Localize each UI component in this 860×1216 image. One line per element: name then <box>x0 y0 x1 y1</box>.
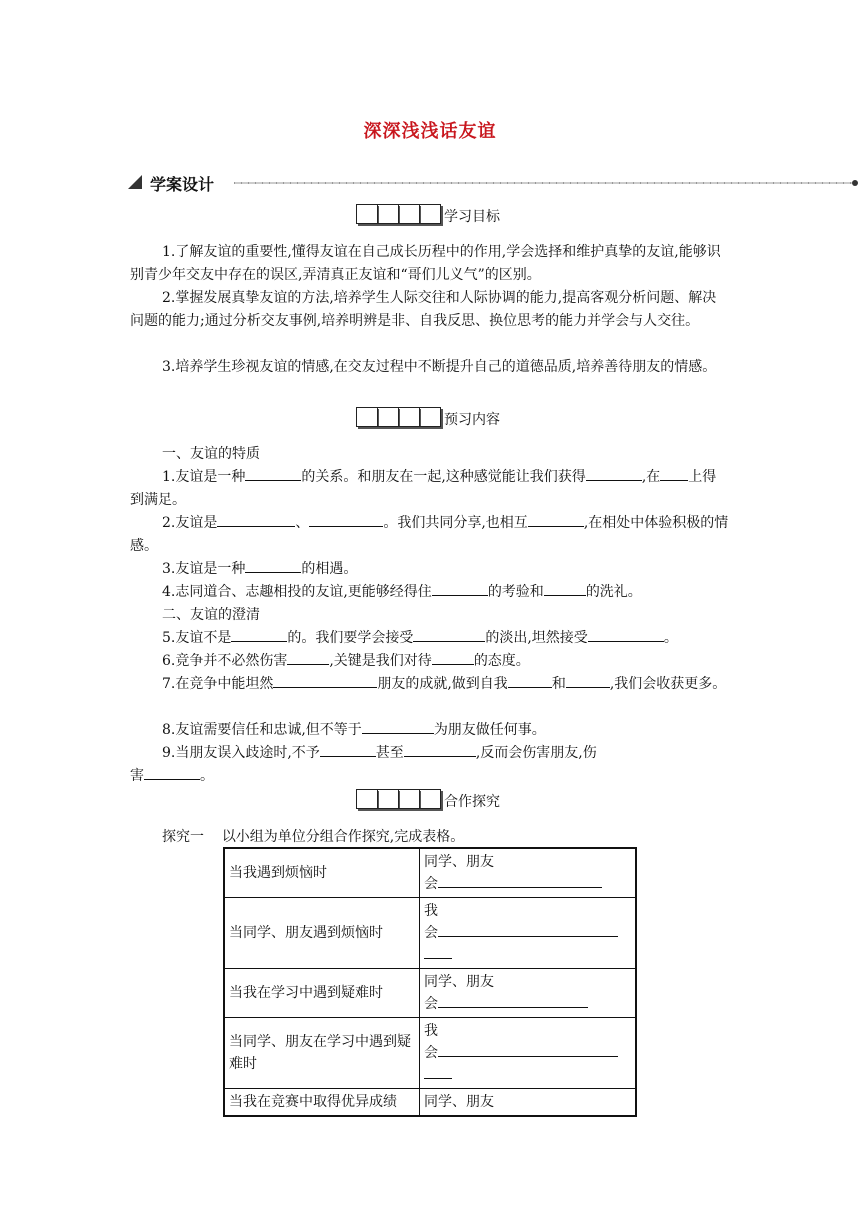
question-2: 2.友谊是 、 。我们共同分享,也相互 ,在相处中体验积极的情感。 <box>130 512 730 558</box>
box-decoration <box>356 407 441 427</box>
table-cell: 同学、朋友 会 <box>420 848 637 898</box>
table-cell: 同学、朋友 <box>420 1089 637 1117</box>
section-header <box>128 173 860 193</box>
question-4: 4.志同道合、志趣相投的友谊,更能够经得住 的考验和 的洗礼。 <box>130 581 730 604</box>
box-decoration <box>356 789 441 809</box>
explore-intro: 探究一 以小组为单位分组合作探究,完成表格。 <box>162 829 465 845</box>
subheading-preview: 预习内容 <box>0 407 860 431</box>
section-label: 学案设计 <box>150 175 215 194</box>
page-title: 深深浅浅话友谊 <box>363 121 497 142</box>
question-1: 1.友谊是一种 的关系。和朋友在一起,这种感觉能让我们获得 ,在 上得到满足。 <box>130 466 730 512</box>
table-cell: 我 会 <box>420 898 637 969</box>
part-heading: 二、友谊的澄清 <box>162 607 260 623</box>
table-row <box>224 969 636 1018</box>
table-row <box>224 1018 636 1089</box>
goal-item: 3.培养学生珍视友谊的情感,在交友过程中不断提升自己的道德品质,培养善待朋友的情感。 <box>162 359 717 375</box>
table-cell: 当同学、朋友在学习中遇到疑难时 <box>224 1018 420 1089</box>
question-8: 8.友谊需要信任和忠诚,但不等于 为朋友做任何事。 <box>130 719 730 742</box>
table-cell: 我 会 <box>420 1018 637 1089</box>
table-cell: 当我遇到烦恼时 <box>224 848 420 898</box>
subheading-explore: 合作探究 <box>0 789 860 813</box>
question-5: 5.友谊不是 的。我们要学会接受 的淡出,坦然接受 。 <box>130 627 730 650</box>
question-7: 7.在竞争中能坦然 朋友的成就,做到自我 和 ,我们会收获更多。 <box>130 673 730 696</box>
subheading-goals: 学习目标 <box>0 204 860 228</box>
table-cell: 同学、朋友 会 <box>420 969 637 1018</box>
question-6: 6.竞争并不必然伤害 ,关键是我们对待 的态度。 <box>130 650 730 673</box>
part-heading: 一、友谊的特质 <box>162 446 260 462</box>
table-cell: 当同学、朋友遇到烦恼时 <box>224 898 420 969</box>
question-9: 9.当朋友误入歧途时,不予 甚至 ,反而会伤害朋友,伤 <box>130 742 730 765</box>
explore-table <box>223 847 637 1117</box>
table-row <box>224 848 636 898</box>
table-row <box>224 898 636 969</box>
table-cell: 当我在学习中遇到疑难时 <box>224 969 420 1018</box>
table-cell: 当我在竞赛中取得优异成绩 <box>224 1089 420 1117</box>
goal-item: 2.掌握发展真挚友谊的方法,培养学生人际交往和人际协调的能力,提高客观分析问题、解决问题的能力;通过分析交友事例,培养明辨是非、自我反思、换位思考的能力并学会与人交往。 <box>130 290 717 329</box>
goal-item: 1.了解友谊的重要性,懂得友谊在自己成长历程中的作用,学会选择和维护真挚的友谊,能够识别青少年交友中存在的误区,弄清真正友谊和“哥们儿义气”的区别。 <box>130 244 721 283</box>
box-decoration <box>356 204 441 224</box>
dotted-rule <box>234 173 860 193</box>
question-3: 3.友谊是一种 的相遇。 <box>130 558 730 581</box>
table-row <box>224 1089 636 1117</box>
question-9-cont: 害 。 <box>130 765 730 788</box>
triangle-icon <box>128 175 142 189</box>
